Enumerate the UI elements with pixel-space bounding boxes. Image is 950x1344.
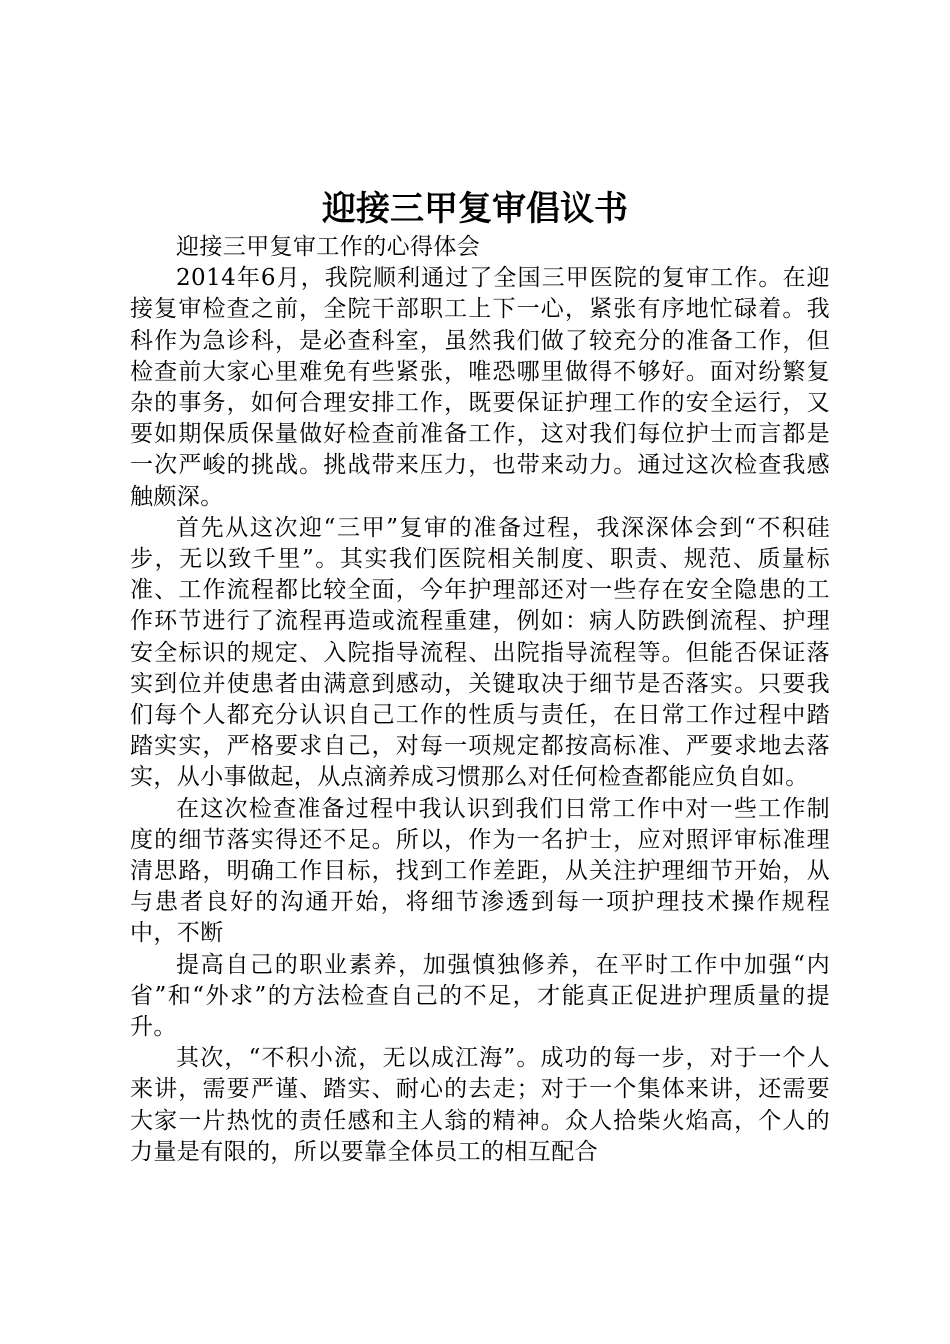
document-title: 迎接三甲复审倡议书: [322, 189, 628, 229]
body-paragraph: 在这次检查准备过程中我认识到我们日常工作中对一些工作制度的细节落实得还不足。所以，作为一名护士，应对照评审标准理清思路，明确工作目标，找到工作差距，从关注护理细节开始，从与患者良好的沟通开始，将细节渗透到每一项护理技术操作规程中，不断: [130, 795, 830, 947]
body-paragraph: 其次，“不积小流，无以成江海”。成功的每一步，对于一个人来讲，需要严谨、踏实、耐心的去走；对于一个集体来讲，还需要大家一片热忱的责任感和主人翁的精神。众人拾柴火焰高，个人的力量是有限的，所以要靠全体员工的相互配合: [130, 1045, 830, 1165]
body-paragraph: 2014年6月，我院顺利通过了全国三甲医院的复审工作。在迎接复审检查之前，全院干部职工上下一心，紧张有序地忙碌着。我科作为急诊科，是必查科室，虽然我们做了较充分的准备工作，但检查前大家心里难免有些紧张，唯恐哪里做得不够好。面对纷繁复杂的事务，如何合理安排工作，既要保证护理工作的安全运行，又要如期保质保量做好检查前准备工作，这对我们每位护士而言都是一次严峻的挑战。挑战带来压力，也带来动力。通过这次检查我感触颇深。: [130, 265, 830, 510]
subtitle-paragraph: 迎接三甲复审工作的心得体会: [176, 234, 481, 260]
body-paragraph: 首先从这次迎“三甲”复审的准备过程，我深深体会到“不积硅步，无以致千里”。其实我们医院相关制度、职责、规范、质量标准、工作流程都比较全面，今年护理部还对一些存在安全隐患的工作环节进行了流程再造或流程重建，例如：病人防跌倒流程、护理安全标识的规定、入院指导流程、出院指导流程等。但能否保证落实到位并使患者由满意到感动，关键取决于细节是否落实。只要我们每个人都充分认识自己工作的性质与责任，在日常工作过程中踏踏实实，严格要求自己，对每一项规定都按高标准、严要求地去落实，从小事做起，从点滴养成习惯那么对任何检查都能应负自如。: [130, 514, 830, 791]
document-body: [130, 232, 830, 1168]
body-paragraph: 提高自己的职业素养，加强慎独修养，在平时工作中加强“内省”和“外求”的方法检查自己的不足，才能真正促进护理质量的提升。: [130, 951, 830, 1041]
